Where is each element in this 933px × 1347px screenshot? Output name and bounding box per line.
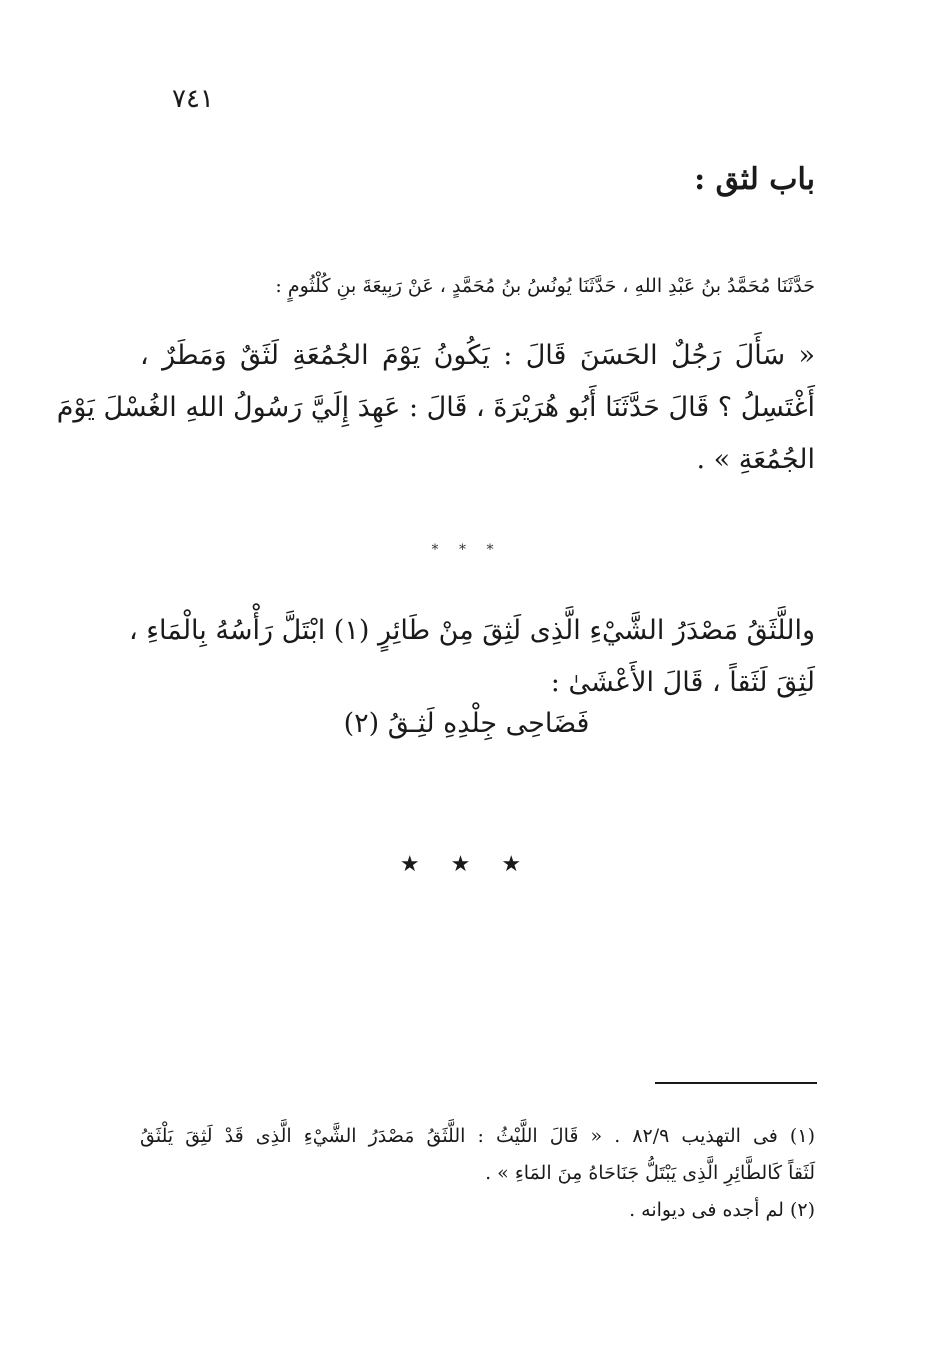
chapter-heading: باب لثق :	[694, 162, 815, 197]
section-separator: * * *	[431, 542, 502, 558]
hadith-text	[56, 330, 815, 486]
definition-text	[129, 605, 815, 709]
footnote-line: (٢) لم أجده فى ديوانه .	[629, 1199, 815, 1221]
footnote-divider	[655, 1082, 817, 1084]
stars-separator: ★ ★ ★	[399, 852, 534, 877]
definition-line: واللَّثَقُ مَصْدَرُ الشَّيْءِ الَّذِى لَثِقَ مِنْ طَائِرٍ (١) ابْتَلَّ رَأْسُهُ بِالْمَاءِ ،	[129, 615, 815, 646]
hadith-line: الجُمُعَةِ » .	[696, 444, 815, 475]
footnotes	[140, 1118, 815, 1229]
footnote-line: (١) فى التهذيب ٨٢/٩ . « قَالَ اللَّيْثُ : اللَّثَقُ مَصْدَرُ الشَّيْءِ الَّذِى قَدْ لَثِقَ يَلْثَقُ	[140, 1125, 815, 1147]
page-number: ٧٤١	[172, 84, 214, 114]
footnote-line: لَثَقاً كَالطَّائِرِ الَّذِى يَبْتَلُّ جَنَاحَاهُ مِنَ المَاءِ » .	[485, 1162, 815, 1184]
definition-line: لَثِقَ لَثَقاً ، قَالَ الأَعْشَىٰ :	[550, 667, 815, 698]
hadith-line: أَغْتَسِلُ ؟ قَالَ حَدَّثَنَا أَبُو هُرَيْرَةَ ، قَالَ : عَهِدَ إِلَيَّ رَسُولُ اللهِ الغُسْلَ يَوْمَ	[56, 392, 815, 423]
poetry-verse: فَضَاحِى جِلْدِهِ لَثِـقُ (٢)	[343, 708, 590, 739]
isnad-line: حَدَّثَنَا مُحَمَّدُ بنُ عَبْدِ اللهِ ، حَدَّثَنَا يُونُسُ بنُ مُحَمَّدٍ ، عَنْ رَبِيعَةَ بنِ كُلْثُومٍ :	[275, 275, 815, 297]
hadith-line: « سَأَلَ رَجُلٌ الحَسَنَ قَالَ : يَكُونُ يَوْمَ الجُمُعَةِ لَثَقٌ وَمَطَرٌ ،	[140, 340, 815, 371]
